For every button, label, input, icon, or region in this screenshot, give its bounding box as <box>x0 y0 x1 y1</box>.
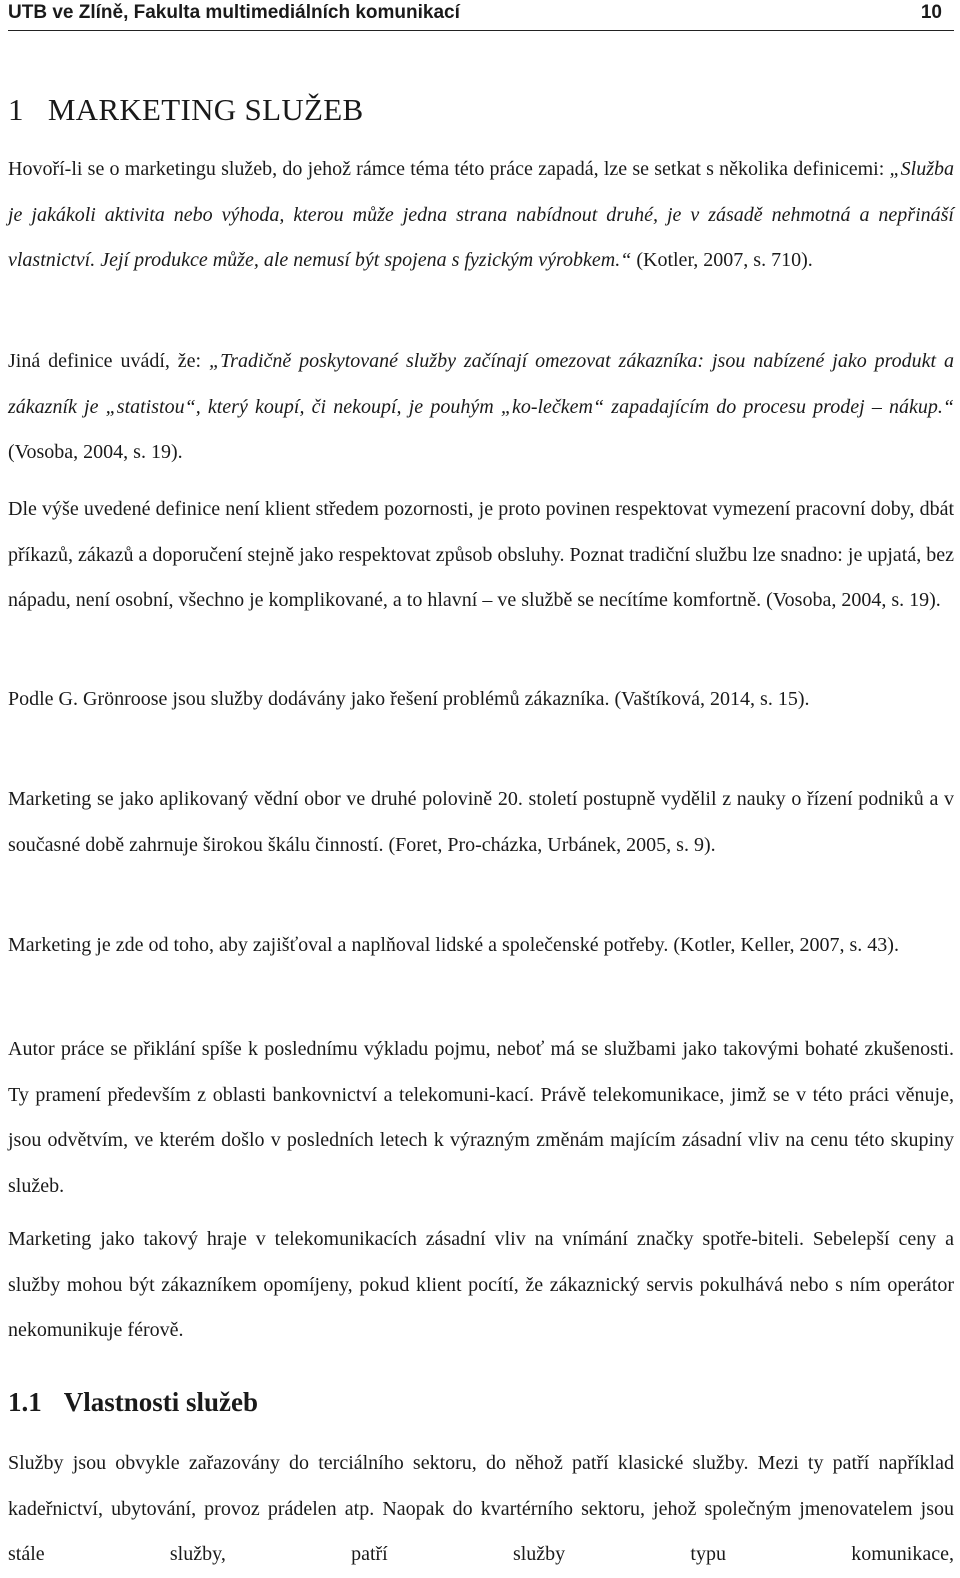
paragraph-text: Jiná definice uvádí, že: <box>8 350 210 372</box>
chapter-heading <box>8 90 363 130</box>
paragraph-traditional-service <box>8 487 954 624</box>
paragraph-gronroos <box>8 677 954 723</box>
paragraph-marketing-discipline <box>8 777 954 868</box>
paragraph-text: Marketing je zde od toho, aby zajišťoval a naplňoval lidské a společenské potřeby. (Kotler, Keller, 2007, s. 43). <box>8 934 899 956</box>
paragraph-text: Marketing jako takový hraje v telekomunikacích zásadní vliv na vnímání značky spotře-biteli. Sebelepší ceny a služby mohou být zákazníkem opomíjeny, pokud klient pocítí, že zákaznický servis pokulhává nebo s ním operátor nekomunikuje férově. <box>8 1228 954 1341</box>
page-number: 10 <box>920 2 942 23</box>
chapter-number: 1 <box>8 92 24 127</box>
running-header <box>8 0 954 31</box>
section-number: 1.1 <box>8 1387 42 1417</box>
paragraph-marketing-needs <box>8 923 954 969</box>
definition-quote: „Tradičně poskytované služby začínají omezovat zákazníka: jsou nabízené jako produkt a zákazník je „statistou“, který koupí, či nekoupí, je pouhým „ko-lečkem“ zapadajícím do procesu prodej – nákup.“ <box>8 350 954 418</box>
paragraph-service-sectors <box>8 1441 954 1578</box>
paragraph-kotler-definition <box>8 147 954 284</box>
paragraph-text: Podle G. Grönroose jsou služby dodávány jako řešení problémů zákazníka. (Vaštíková, 2014, s. 15). <box>8 688 810 710</box>
paragraph-text: Služby jsou obvykle zařazovány do terciálního sektoru, do něhož patří klasické služby. Mezi ty patří například kadeřnictví, ubytování, provoz prádelen atp. Naopak do kvartérního sektoru, jehož společným jmenovatelem jsou stále služby, patří služby typu komunikace, <box>8 1452 954 1565</box>
section-heading <box>8 1382 258 1422</box>
citation: (Kotler, 2007, s. 710). <box>631 249 813 271</box>
header-title: UTB ve Zlíně, Fakulta multimediálních komunikací <box>8 2 460 23</box>
paragraph-text: Autor práce se přiklání spíše k poslednímu výkladu pojmu, neboť má se službami jako takovými bohaté zkušenosti. Ty pramení především z oblasti bankovnictví a telekomuni-kací. Právě telekomunikace, jimž se v této práci věnuje, jsou odvětvím, ve kterém došlo v posledních letech k výrazným změnám majícím zásadní vliv na cenu této skupiny služeb. <box>8 1038 954 1197</box>
section-title: Vlastnosti služeb <box>63 1387 259 1417</box>
chapter-title: MARKETING SLUŽEB <box>47 92 364 127</box>
paragraph-vosoba-definition <box>8 339 954 476</box>
paragraph-author-view <box>8 1027 954 1209</box>
citation: (Vosoba, 2004, s. 19). <box>8 441 183 463</box>
paragraph-text: Hovoří-li se o marketingu služeb, do jehož rámce téma této práce zapadá, lze se setkat s několika definicemi: <box>8 158 890 180</box>
paragraph-text: Dle výše uvedené definice není klient středem pozornosti, je proto povinen respektovat vymezení pracovní doby, dbát příkazů, zákazů a doporučení stejně jako respektovat způsob obsluhy. Poznat tradiční službu lze snadno: je upjatá, bez nápadu, není osobní, všechno je komplikované, a to hlavní – ve službě se necítíme komfortně. (Vosoba, 2004, s. 19). <box>8 498 954 611</box>
paragraph-text: Marketing se jako aplikovaný vědní obor ve druhé polovině 20. století postupně vydělil z nauky o řízení podniků a v současné době zahrnuje širokou škálu činností. (Foret, Pro-cházka, Urbánek, 2005, s. 9). <box>8 788 954 856</box>
definition-quote: „Služba je jakákoli aktivita nebo výhoda, kterou může jedna strana nabídnout druhé, je v zásadě nehmotná a nepřináší vlastnictví. Její produkce může, ale nemusí být spojena s fyzickým výrobkem.“ <box>8 158 954 271</box>
paragraph-telecom-marketing <box>8 1217 954 1354</box>
